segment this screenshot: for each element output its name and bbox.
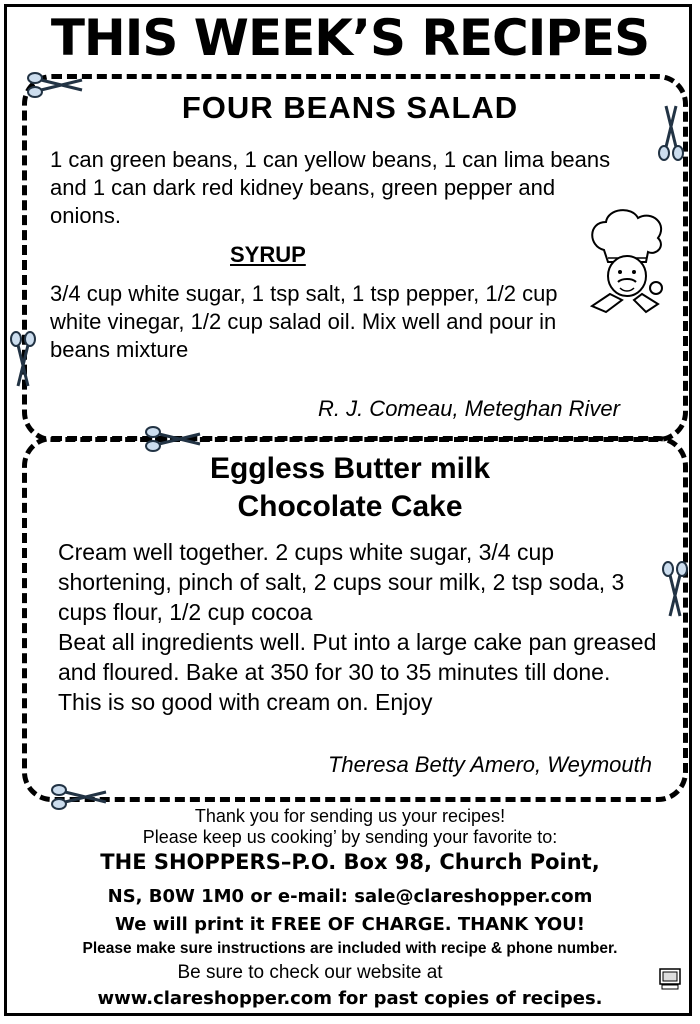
chef-illustration bbox=[582, 206, 672, 318]
recipe-ingredients: Cream well together. 2 cups white sugar, 3/4 cup shortening, pinch of salt, 2 cups sour milk, 2 tsp soda, 3 cups flour, 1/2 cup cocoa bbox=[58, 539, 625, 625]
footer-request: Please keep us cooking’ by sending your favorite to: bbox=[142, 827, 558, 847]
footer-free-notice: We will print it FREE OF CHARGE. THANK YOU! bbox=[115, 914, 585, 935]
page-title: THIS WEEK’S RECIPES bbox=[50, 9, 650, 67]
recipe-title: FOUR BEANS SALAD bbox=[181, 90, 519, 125]
syrup-instructions: 3/4 cup white sugar, 1 tsp salt, 1 tsp pepper, 1/2 cup white vinegar, 1/2 cup salad oil. Mix well and pour in beans mixture bbox=[50, 281, 558, 362]
recipe-directions: Beat all ingredients well. Put into a large cake pan greased and floured. Bake at 350 for 30 to 35 minutes till done. This is so good with cream on. Enjoy bbox=[58, 629, 657, 715]
recipe-title-line: Chocolate Cake bbox=[237, 490, 463, 523]
footer-email: NS, B0W 1M0 or e-mail: sale@clareshopper.com bbox=[107, 886, 593, 907]
scissors-icon bbox=[660, 560, 690, 618]
footer-website-intro: Be sure to check our website at bbox=[177, 962, 443, 983]
recipe-credit: R. J. Comeau, Meteghan River bbox=[317, 396, 620, 421]
recipe-body bbox=[58, 537, 658, 717]
scissors-icon bbox=[656, 104, 686, 162]
recipe-credit: Theresa Betty Amero, Weymouth bbox=[327, 752, 652, 777]
footer-website: www.clareshopper.com for past copies of recipes. bbox=[97, 988, 603, 1009]
scissors-icon bbox=[8, 330, 38, 388]
scissors-icon bbox=[26, 70, 84, 100]
footer-thanks: Thank you for sending us your recipes! bbox=[194, 806, 506, 826]
recipe-title bbox=[40, 450, 660, 526]
footer-address: THE SHOPPERS–P.O. Box 98, Church Point, bbox=[100, 850, 600, 874]
syrup-heading: SYRUP bbox=[230, 242, 306, 267]
recipe-ingredients: 1 can green beans, 1 can yellow beans, 1 can lima beans and 1 can dark red kidney beans, green pepper and onions. bbox=[50, 147, 611, 228]
recipe-title-line: Eggless Butter milk bbox=[209, 452, 491, 485]
scissors-icon bbox=[144, 424, 202, 454]
footer-instructions-note: Please make sure instructions are included with recipe & phone number. bbox=[82, 940, 618, 957]
computer-icon bbox=[658, 968, 682, 990]
